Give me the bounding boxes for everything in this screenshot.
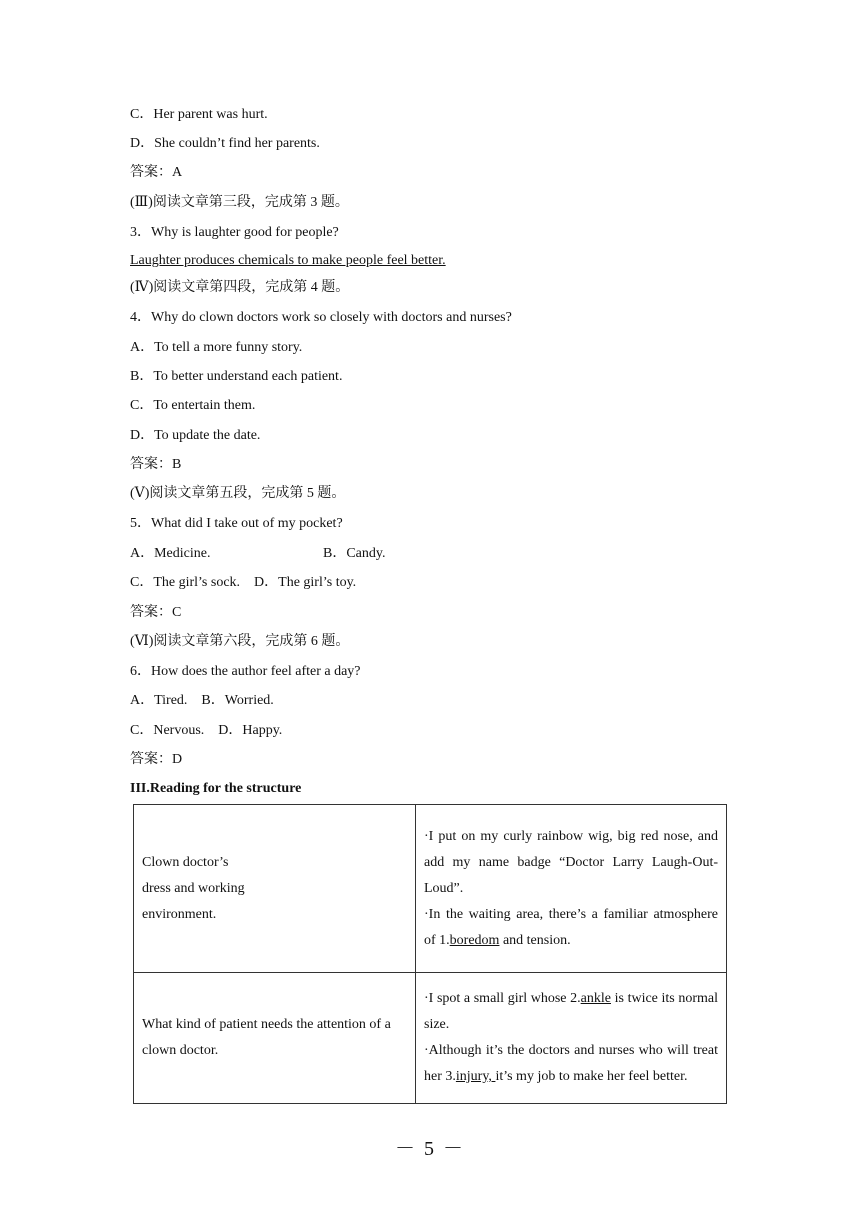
answer-6: 答案：D — [130, 752, 183, 767]
table-cell-details — [416, 805, 727, 973]
question-5: 5．What did I take out of my pocket? — [130, 516, 343, 531]
detail-sentence: ·In the waiting area, there’s a familiar atmosphere of 1.boredom and tension. — [424, 906, 718, 948]
detail-sentence: ·Although it’s the doctors and nurses who will treat her 3.injury, it’s my job to make her feel better. — [424, 1043, 718, 1084]
options-5cd: C．The girl’s sock. D．The girl’s toy. — [130, 575, 357, 590]
options-5ab — [130, 545, 730, 563]
cell-line: environment. — [142, 906, 217, 922]
answer-blank-2: ankle — [580, 991, 611, 1006]
options-6ab: A．Tired. B．Worried. — [130, 693, 274, 708]
option-5a: A．Medicine. — [130, 546, 211, 561]
option-4a: A．To tell a more funny story. — [130, 340, 303, 355]
option-2c: C．Her parent was hurt. — [130, 107, 268, 122]
section-6-instruction: (Ⅵ)阅读文章第六段，完成第 6 题。 — [130, 634, 350, 649]
cell-line: Clown doctor’s — [142, 854, 229, 870]
options-6cd: C．Nervous. D．Happy. — [130, 723, 283, 738]
detail-sentence: ·I spot a small girl whose 2.ankle is twice its normal size. — [424, 991, 719, 1032]
section-3-instruction: (Ⅲ)阅读文章第三段，完成第 3 题。 — [130, 195, 349, 210]
answer-2: 答案：A — [130, 165, 183, 180]
option-4b: B．To better understand each patient. — [130, 369, 343, 384]
table-cell-details — [416, 973, 727, 1104]
question-6: 6．How does the author feel after a day? — [130, 664, 361, 679]
section-4-instruction: (Ⅳ)阅读文章第四段，完成第 4 题。 — [130, 280, 350, 295]
answer-4: 答案：B — [130, 457, 182, 472]
table-row — [134, 973, 727, 1104]
answer-blank-3: injury, — [455, 1069, 496, 1084]
answer-blank-1: boredom — [449, 932, 500, 948]
answer-3: Laughter produces chemicals to make people feel better. — [130, 253, 446, 268]
section-heading: III.Reading for the structure — [130, 781, 302, 796]
option-4c: C．To entertain them. — [130, 398, 256, 413]
structure-table — [133, 804, 727, 1104]
page-number: － 5 － — [395, 1138, 465, 1160]
question-3: 3．Why is laughter good for people? — [130, 225, 339, 240]
detail-sentence: ·I put on my curly rainbow wig, big red nose, and add my name badge “Doctor Larry Laugh-Out-Loud”. — [424, 828, 718, 896]
table-cell-topic — [134, 805, 416, 973]
option-5b: B．Candy. — [323, 546, 386, 561]
option-4d: D．To update the date. — [130, 428, 261, 443]
section-5-instruction: (Ⅴ)阅读文章第五段，完成第 5 题。 — [130, 486, 346, 501]
option-2d: D．She couldn’t find her parents. — [130, 136, 320, 151]
table-cell-topic: What kind of patient needs the attention of a clown doctor. — [134, 973, 416, 1104]
table-row — [134, 805, 727, 973]
cell-line: dress and working — [142, 880, 245, 896]
question-4: 4．Why do clown doctors work so closely with doctors and nurses? — [130, 310, 512, 325]
answer-5: 答案：C — [130, 605, 182, 620]
